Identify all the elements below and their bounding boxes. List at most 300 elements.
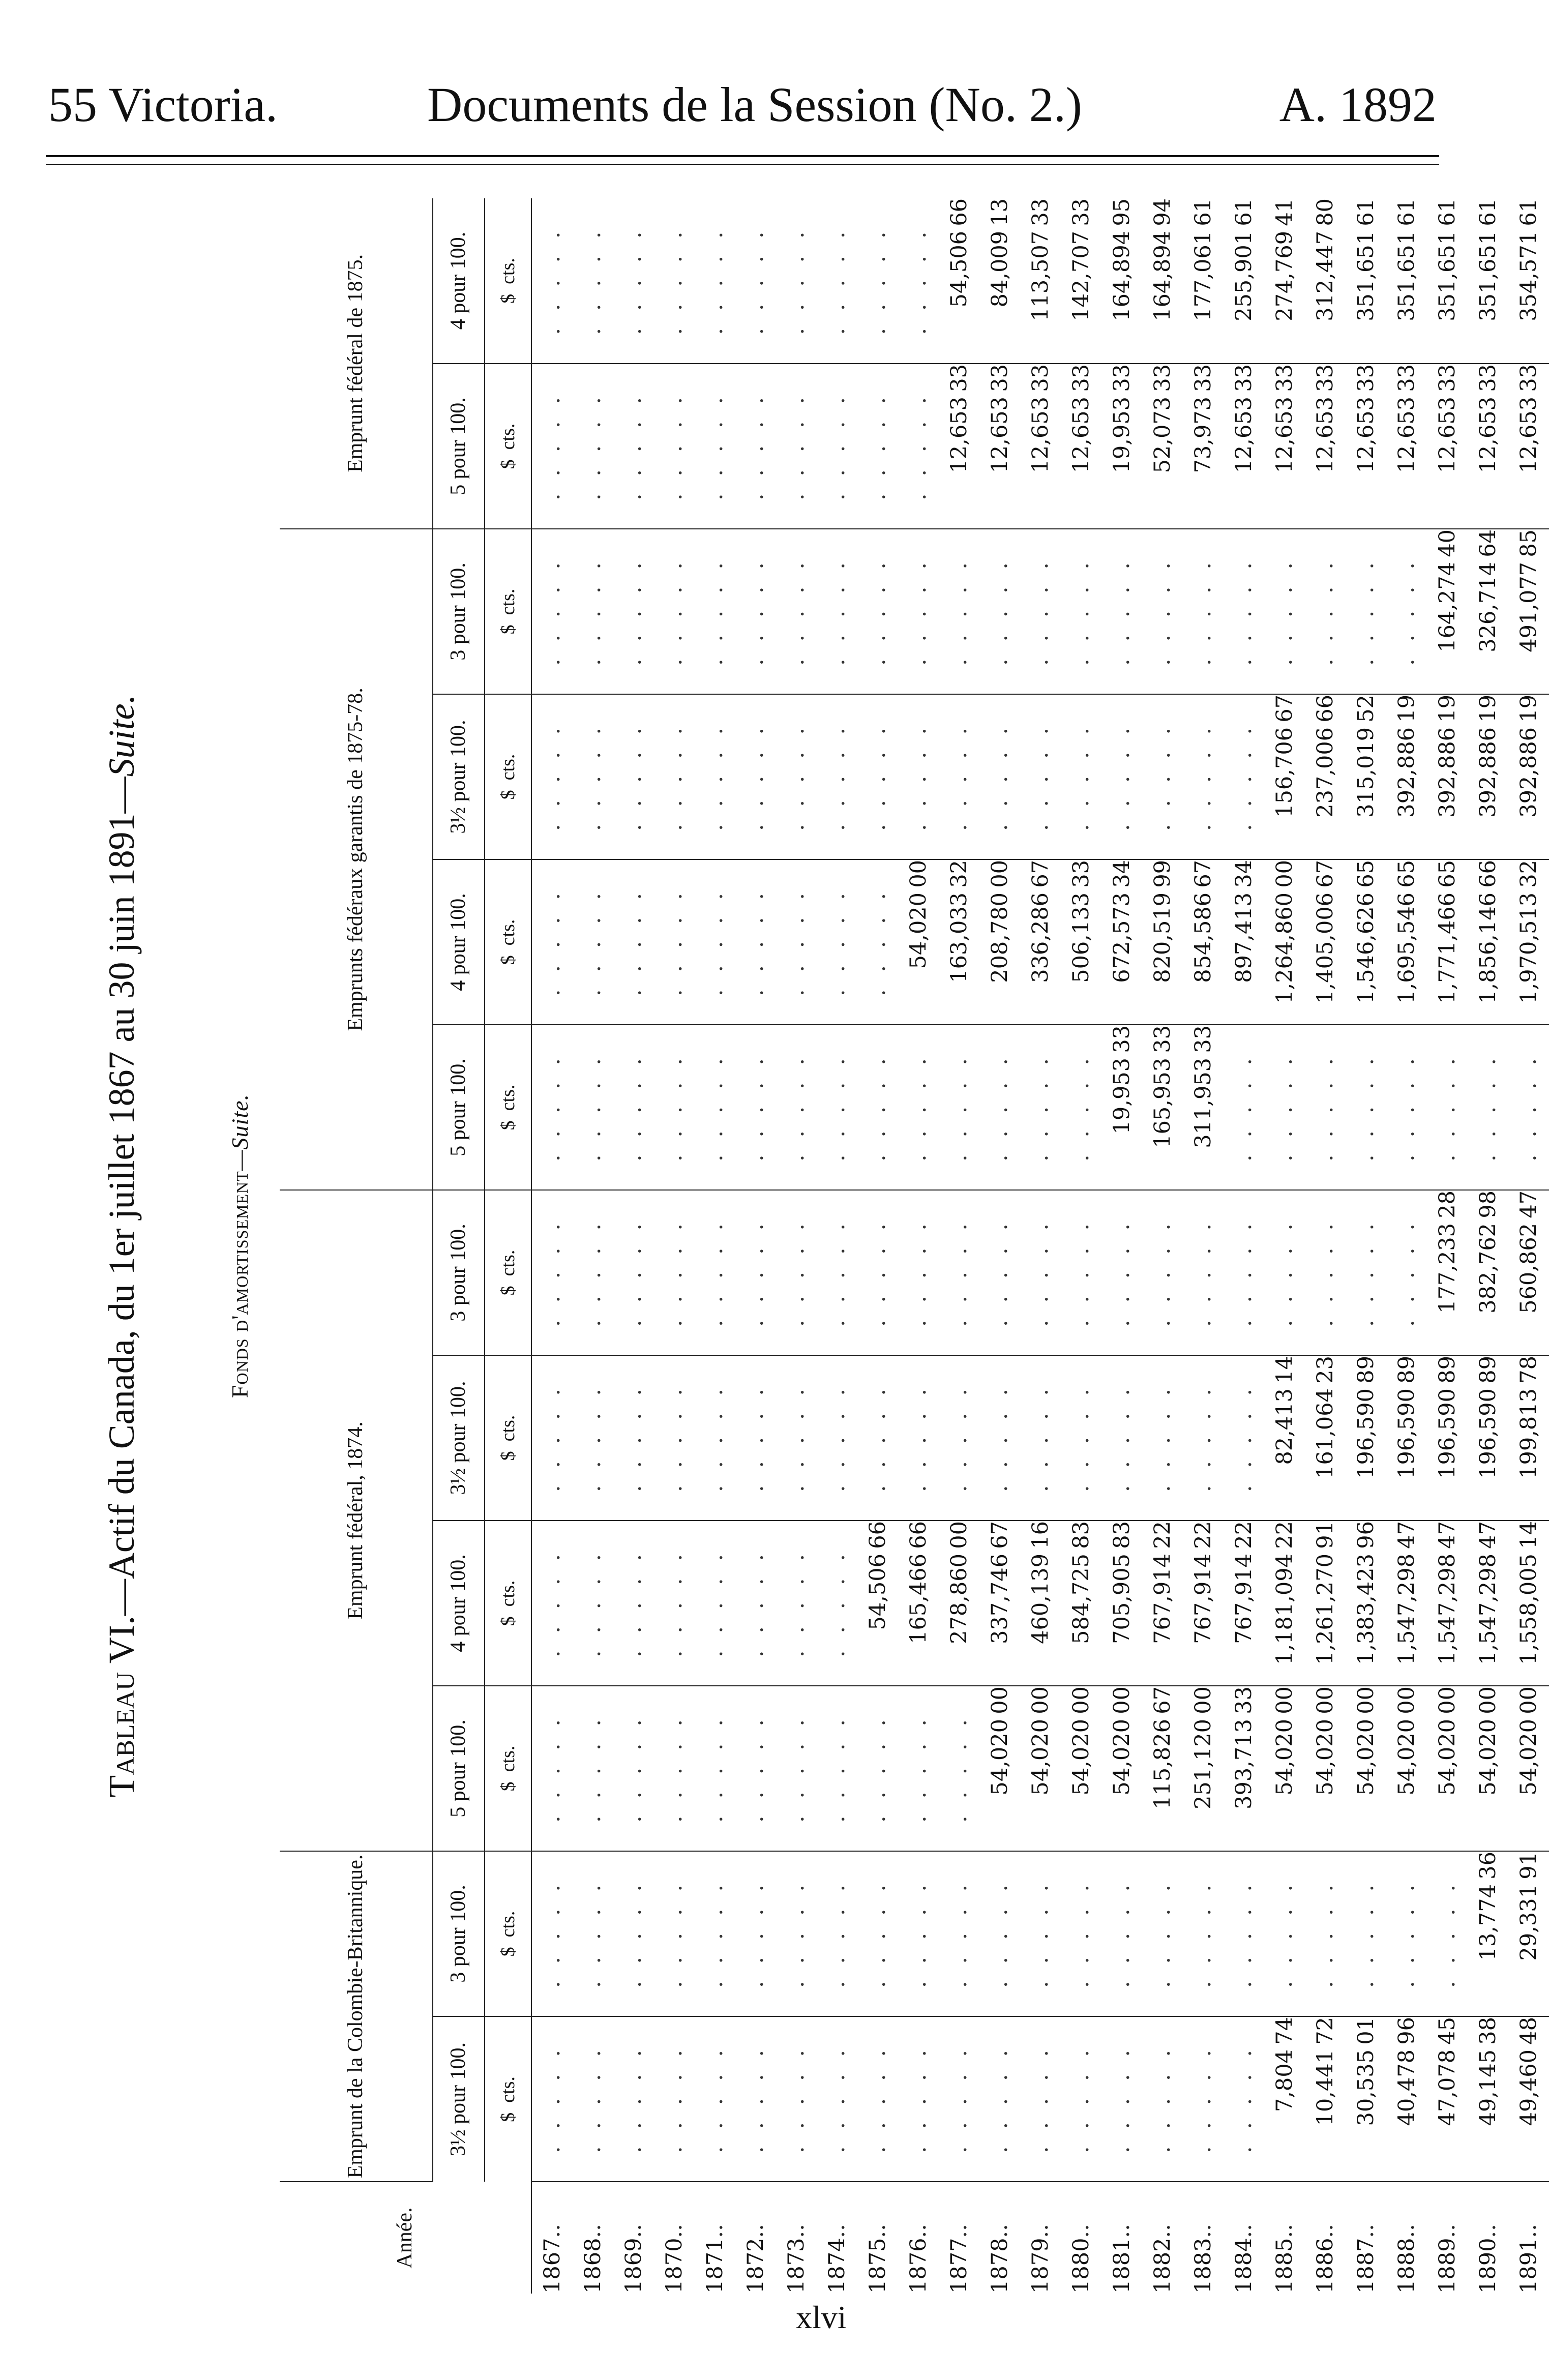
rate-header: 3 pour 100. bbox=[433, 1851, 485, 2016]
year-cell: 1868.. bbox=[580, 2224, 606, 2294]
amount-cell bbox=[1508, 364, 1549, 529]
empty-cell: . . . . . bbox=[776, 529, 817, 694]
amount-cell bbox=[1061, 364, 1101, 529]
unit-cents: cts. bbox=[497, 588, 519, 615]
amount-dollars: 251,120 bbox=[1190, 1719, 1216, 1809]
empty-cell: . . . . . bbox=[613, 1686, 654, 1851]
amount-dollars: 12,653 bbox=[946, 396, 972, 473]
unit-header bbox=[485, 529, 531, 694]
empty-cell: . . . . . bbox=[1061, 1190, 1101, 1355]
year-value: 1869 bbox=[621, 2238, 646, 2294]
amount-cents: 83 bbox=[1109, 1521, 1135, 1549]
amount-dollars: 29,331 bbox=[1516, 1884, 1541, 1961]
empty-cell: . . . . . bbox=[573, 198, 613, 364]
empty-cell: . . . . . bbox=[776, 2016, 817, 2182]
amount-cell bbox=[1427, 859, 1468, 1025]
amount-cents: 67 bbox=[1150, 1686, 1175, 1714]
amount-cents: 33 bbox=[946, 364, 972, 392]
amount-dollars: 196,590 bbox=[1435, 1388, 1460, 1479]
amount-dollars: 1,856,146 bbox=[1475, 892, 1501, 1004]
empty-cell: . . . . . bbox=[531, 2016, 573, 2182]
empty-cell: . . . . . bbox=[817, 1190, 857, 1355]
amount-cents: 61 bbox=[1353, 198, 1379, 226]
empty-cell: . . . . . bbox=[898, 694, 939, 859]
empty-cell: . . . . . bbox=[979, 1355, 1020, 1521]
empty-cell: . . . . . bbox=[1061, 1355, 1101, 1521]
empty-cell: . . . . . bbox=[573, 859, 613, 1025]
amount-cents: 85 bbox=[1516, 529, 1541, 557]
amount-dollars: 1,405,006 bbox=[1313, 892, 1338, 1004]
amount-cell bbox=[1468, 694, 1508, 859]
amount-cell bbox=[1020, 198, 1061, 364]
amount-cents: 33 bbox=[1231, 364, 1257, 392]
amount-dollars: 382,762 bbox=[1475, 1223, 1501, 1314]
empty-cell: . . . . . bbox=[1305, 1851, 1346, 2016]
empty-cell: . . . . . bbox=[857, 529, 898, 694]
unit-cents: cts. bbox=[497, 1911, 519, 1938]
empty-cell: . . . . . bbox=[531, 1025, 573, 1190]
amount-cents: 00 bbox=[1435, 1686, 1460, 1714]
table-row bbox=[735, 198, 776, 2294]
empty-cell: . . . . . bbox=[898, 1190, 939, 1355]
table-body bbox=[531, 198, 1549, 2294]
amount-dollars: 12,653 bbox=[987, 396, 1012, 473]
amount-cents: 00 bbox=[1068, 1686, 1094, 1714]
amount-cell bbox=[1386, 198, 1427, 364]
empty-cell: . . . . . bbox=[735, 1190, 776, 1355]
amount-cents: 80 bbox=[1313, 198, 1338, 226]
page-number: xlvi bbox=[796, 2299, 847, 2335]
table-subtitle-text: Fonds d'amortissement bbox=[227, 1171, 253, 1399]
amount-cents: 89 bbox=[1394, 1356, 1419, 1384]
empty-cell: . . . . . bbox=[857, 198, 898, 364]
amount-cents: 36 bbox=[1475, 1852, 1501, 1880]
amount-cents: 72 bbox=[1313, 2017, 1338, 2045]
rate-header: 3 pour 100. bbox=[433, 1190, 485, 1355]
amount-dollars: 196,590 bbox=[1353, 1388, 1379, 1479]
amount-cell bbox=[939, 1521, 979, 1686]
empty-cell: . . . . . bbox=[939, 1355, 979, 1521]
table-row bbox=[1142, 198, 1183, 2294]
empty-cell: . . . . . bbox=[695, 1355, 735, 1521]
amount-cents: 96 bbox=[1394, 2017, 1419, 2045]
empty-cell: . . . . . bbox=[776, 1190, 817, 1355]
empty-cell: . . . . . bbox=[898, 1025, 939, 1190]
year-value: 1868 bbox=[580, 2238, 606, 2294]
empty-cell: . . . . . bbox=[1386, 1851, 1427, 2016]
unit-header bbox=[485, 364, 531, 529]
amount-cell bbox=[1264, 198, 1305, 364]
empty-cell: . . . . . bbox=[613, 2016, 654, 2182]
empty-cell: . . . . . bbox=[857, 1190, 898, 1355]
year-value: 1889 bbox=[1435, 2238, 1460, 2294]
rate-header: 4 pour 100. bbox=[433, 198, 485, 364]
amount-cell bbox=[1468, 859, 1508, 1025]
amount-cents: 22 bbox=[1190, 1521, 1216, 1549]
table-title-prefix: Tableau bbox=[101, 1672, 142, 1798]
table-row bbox=[695, 198, 735, 2294]
amount-cents: 66 bbox=[865, 1521, 890, 1549]
amount-cell bbox=[1386, 364, 1427, 529]
empty-cell: . . . . . bbox=[857, 2016, 898, 2182]
amount-cents: 89 bbox=[1435, 1356, 1460, 1384]
amount-cell bbox=[1020, 1521, 1061, 1686]
year-value: 1874 bbox=[824, 2238, 850, 2294]
amount-dollars: 142,707 bbox=[1068, 230, 1094, 321]
amount-cents: 19 bbox=[1435, 694, 1460, 723]
amount-cents: 47 bbox=[1435, 1521, 1460, 1549]
amount-cents: 16 bbox=[1028, 1521, 1053, 1549]
amount-dollars: 164,894 bbox=[1150, 230, 1175, 321]
amount-cents: 33 bbox=[1190, 364, 1216, 392]
empty-cell: . . . . . bbox=[613, 1025, 654, 1190]
amount-dollars: 54,020 bbox=[1475, 1719, 1501, 1796]
rate-header: 4 pour 100. bbox=[433, 1521, 485, 1686]
year-value: 1872 bbox=[743, 2238, 768, 2294]
amount-cents: 66 bbox=[946, 198, 972, 226]
group-header-garantis-1875-78: Emprunts fédéraux garantis de 1875-78. bbox=[280, 529, 433, 1190]
amount-cents: 00 bbox=[1272, 1686, 1297, 1714]
amount-dollars: 54,020 bbox=[1435, 1719, 1460, 1796]
amount-cell bbox=[1427, 1521, 1468, 1686]
empty-cell: . . . . . bbox=[817, 1686, 857, 1851]
empty-cell: . . . . . bbox=[1061, 1851, 1101, 2016]
amount-dollars: 315,019 bbox=[1353, 727, 1379, 818]
amount-cell bbox=[1305, 1355, 1346, 1521]
amount-cell bbox=[1386, 2016, 1427, 2182]
amount-dollars: 165,466 bbox=[906, 1554, 931, 1644]
empty-cell: . . . . . bbox=[776, 1851, 817, 2016]
amount-cell bbox=[1508, 1521, 1549, 1686]
empty-cell: . . . . . bbox=[695, 859, 735, 1025]
amount-cents: 19 bbox=[1516, 694, 1541, 723]
empty-cell: . . . . . bbox=[1305, 1190, 1346, 1355]
amount-cents: 00 bbox=[1272, 859, 1297, 888]
rate-header: 3 pour 100. bbox=[433, 529, 485, 694]
empty-cell: . . . . . bbox=[1427, 1025, 1468, 1190]
empty-cell: . . . . . bbox=[613, 364, 654, 529]
unit-header bbox=[485, 2016, 531, 2182]
empty-cell: . . . . . bbox=[776, 1355, 817, 1521]
amount-dollars: 897,413 bbox=[1231, 892, 1257, 983]
unit-header bbox=[485, 694, 531, 859]
amount-cell bbox=[1264, 2016, 1305, 2182]
amount-cents: 33 bbox=[1231, 1686, 1257, 1714]
empty-cell: . . . . . bbox=[654, 1025, 695, 1190]
unit-dollar: $ bbox=[497, 1616, 519, 1626]
amount-dollars: 1,264,860 bbox=[1272, 892, 1297, 1004]
amount-cell bbox=[1224, 1521, 1264, 1686]
amount-cell bbox=[1508, 1686, 1549, 1851]
empty-cell: . . . . . bbox=[735, 1025, 776, 1190]
year-value: 1881 bbox=[1109, 2238, 1135, 2294]
table-row bbox=[1427, 198, 1468, 2294]
unit-header bbox=[485, 1686, 531, 1851]
unit-dollar: $ bbox=[497, 1781, 519, 1792]
sinking-fund-table bbox=[280, 198, 1549, 2294]
amount-dollars: 854,586 bbox=[1190, 892, 1216, 983]
amount-cell bbox=[939, 364, 979, 529]
empty-cell: . . . . . bbox=[695, 1851, 735, 2016]
empty-cell: . . . . . bbox=[1101, 1190, 1142, 1355]
amount-dollars: 1,695,546 bbox=[1394, 892, 1419, 1004]
amount-cents: 95 bbox=[1109, 198, 1135, 226]
unit-dollar: $ bbox=[497, 624, 519, 635]
amount-dollars: 326,714 bbox=[1475, 561, 1501, 652]
amount-dollars: 54,020 bbox=[1028, 1719, 1053, 1796]
unit-dollar: $ bbox=[497, 1451, 519, 1461]
empty-cell: . . . . . bbox=[695, 198, 735, 364]
table-title-text: VI.—Actif du Canada, du 1er juillet 1867 au 30 juin 1891— bbox=[101, 777, 142, 1672]
amount-dollars: 13,774 bbox=[1475, 1884, 1501, 1961]
amount-dollars: 1,547,298 bbox=[1394, 1554, 1419, 1665]
empty-cell: . . . . . bbox=[939, 694, 979, 859]
amount-dollars: 351,651 bbox=[1475, 230, 1501, 321]
amount-cents: 00 bbox=[1109, 1686, 1135, 1714]
empty-cell: . . . . . bbox=[695, 1190, 735, 1355]
amount-cents: 32 bbox=[1516, 859, 1541, 888]
amount-cell bbox=[1508, 2016, 1549, 2182]
amount-dollars: 491,077 bbox=[1516, 561, 1541, 652]
amount-cell bbox=[1061, 198, 1101, 364]
year-value: 1876 bbox=[906, 2238, 931, 2294]
table-row bbox=[573, 198, 613, 2294]
empty-cell: . . . . . bbox=[1386, 1190, 1427, 1355]
amount-cents: 91 bbox=[1313, 1521, 1338, 1549]
year-value: 1886 bbox=[1313, 2238, 1338, 2294]
amount-dollars: 30,535 bbox=[1353, 2049, 1379, 2126]
empty-cell: . . . . . bbox=[857, 1025, 898, 1190]
amount-dollars: 12,653 bbox=[1394, 396, 1419, 473]
year-cell: 1876.. bbox=[906, 2224, 931, 2294]
amount-cents: 65 bbox=[1353, 859, 1379, 888]
amount-dollars: 12,653 bbox=[1313, 396, 1338, 473]
amount-dollars: 1,558,005 bbox=[1516, 1554, 1541, 1665]
amount-cents: 61 bbox=[1475, 198, 1501, 226]
amount-cell bbox=[1508, 198, 1549, 364]
year-value: 1888 bbox=[1394, 2238, 1419, 2294]
amount-cents: 61 bbox=[1231, 198, 1257, 226]
amount-cell bbox=[857, 1521, 898, 1686]
empty-cell: . . . . . bbox=[1142, 694, 1183, 859]
amount-dollars: 10,441 bbox=[1313, 2049, 1338, 2126]
amount-dollars: 392,886 bbox=[1475, 727, 1501, 818]
amount-cents: 40 bbox=[1435, 529, 1460, 557]
amount-dollars: 506,133 bbox=[1068, 892, 1094, 983]
empty-cell: . . . . . bbox=[1101, 1355, 1142, 1521]
amount-cell bbox=[1346, 198, 1386, 364]
empty-cell: . . . . . bbox=[817, 529, 857, 694]
empty-cell: . . . . . bbox=[817, 1521, 857, 1686]
empty-cell: . . . . . bbox=[1061, 2016, 1101, 2182]
empty-cell: . . . . . bbox=[654, 364, 695, 529]
amount-dollars: 1,547,298 bbox=[1475, 1554, 1501, 1665]
empty-cell: . . . . . bbox=[1142, 2016, 1183, 2182]
year-cell: 1885.. bbox=[1272, 2224, 1297, 2294]
unit-cents: cts. bbox=[497, 1415, 519, 1442]
empty-cell: . . . . . bbox=[1264, 1025, 1305, 1190]
amount-cell bbox=[1305, 2016, 1346, 2182]
empty-cell: . . . . . bbox=[979, 694, 1020, 859]
empty-cell: . . . . . bbox=[776, 364, 817, 529]
empty-cell: . . . . . bbox=[1020, 1025, 1061, 1190]
amount-dollars: 12,653 bbox=[1068, 396, 1094, 473]
unit-dollar: $ bbox=[497, 1120, 519, 1130]
amount-cell bbox=[1305, 198, 1346, 364]
empty-cell: . . . . . bbox=[531, 529, 573, 694]
unit-dollar: $ bbox=[497, 955, 519, 965]
amount-dollars: 84,009 bbox=[987, 230, 1012, 308]
amount-dollars: 54,020 bbox=[1516, 1719, 1541, 1796]
empty-cell: . . . . . bbox=[857, 859, 898, 1025]
year-value: 1875 bbox=[865, 2238, 890, 2294]
amount-cents: 33 bbox=[1394, 364, 1419, 392]
amount-cell bbox=[1468, 2016, 1508, 2182]
empty-cell: . . . . . bbox=[654, 1686, 695, 1851]
amount-cell bbox=[1508, 1851, 1549, 2016]
empty-cell: . . . . . bbox=[1264, 529, 1305, 694]
empty-cell: . . . . . bbox=[1224, 1190, 1264, 1355]
amount-cents: 33 bbox=[987, 364, 1012, 392]
amount-cell bbox=[1508, 1355, 1549, 1521]
amount-cell bbox=[979, 364, 1020, 529]
amount-cents: 22 bbox=[1272, 1521, 1297, 1549]
amount-dollars: 115,826 bbox=[1150, 1719, 1175, 1809]
empty-cell: . . . . . bbox=[939, 529, 979, 694]
amount-cell bbox=[1020, 364, 1061, 529]
amount-cell bbox=[1264, 364, 1305, 529]
amount-cents: 65 bbox=[1435, 859, 1460, 888]
amount-cell bbox=[979, 198, 1020, 364]
empty-cell: . . . . . bbox=[817, 364, 857, 529]
group-header-colombie: Emprunt de la Colombie-Britannique. bbox=[280, 1851, 433, 2182]
session-header-left: 55 Victoria. bbox=[48, 77, 278, 132]
table-row bbox=[1468, 198, 1508, 2294]
empty-cell: . . . . . bbox=[898, 1851, 939, 2016]
unit-header bbox=[485, 198, 531, 364]
amount-dollars: 7,804 bbox=[1272, 2049, 1297, 2113]
amount-cell bbox=[1346, 1355, 1386, 1521]
amount-cents: 33 bbox=[1353, 364, 1379, 392]
unit-header bbox=[485, 859, 531, 1025]
amount-dollars: 156,706 bbox=[1272, 727, 1297, 818]
amount-cell bbox=[1427, 2016, 1468, 2182]
amount-cents: 01 bbox=[1353, 2017, 1379, 2045]
amount-cell bbox=[1142, 859, 1183, 1025]
header-rule-thick bbox=[46, 155, 1439, 157]
amount-cents: 19 bbox=[1394, 694, 1419, 723]
empty-cell: . . . . . bbox=[1224, 529, 1264, 694]
empty-cell: . . . . . bbox=[1183, 1851, 1224, 2016]
empty-cell: . . . . . bbox=[776, 198, 817, 364]
year-cell: 1871.. bbox=[702, 2224, 728, 2294]
empty-cell: . . . . . bbox=[817, 2016, 857, 2182]
session-header-right: A. 1892 bbox=[1279, 77, 1437, 132]
amount-dollars: 255,901 bbox=[1231, 230, 1257, 321]
session-header-center: Documents de la Session (No. 2.) bbox=[427, 77, 1082, 132]
empty-cell: . . . . . bbox=[817, 198, 857, 364]
empty-cell: . . . . . bbox=[1224, 1025, 1264, 1190]
year-cell: 1889.. bbox=[1435, 2224, 1460, 2294]
group-header-emprunt-1875: Emprunt fédéral de 1875. bbox=[280, 198, 433, 529]
amount-dollars: 278,860 bbox=[946, 1554, 972, 1644]
year-cell: 1877.. bbox=[946, 2224, 972, 2294]
amount-cents: 33 bbox=[1028, 198, 1053, 226]
amount-cents: 67 bbox=[1272, 694, 1297, 723]
unit-header bbox=[485, 1355, 531, 1521]
empty-cell: . . . . . bbox=[1183, 694, 1224, 859]
year-cell: 1872.. bbox=[743, 2224, 768, 2294]
amount-cell bbox=[1468, 364, 1508, 529]
amount-cents: 19 bbox=[1475, 694, 1501, 723]
empty-cell: . . . . . bbox=[654, 198, 695, 364]
amount-cell bbox=[1183, 1686, 1224, 1851]
empty-cell: . . . . . bbox=[573, 1521, 613, 1686]
year-cell: 1875.. bbox=[865, 2224, 890, 2294]
amount-dollars: 12,653 bbox=[1435, 396, 1460, 473]
empty-cell: . . . . . bbox=[898, 364, 939, 529]
year-cell: 1880.. bbox=[1068, 2224, 1094, 2294]
table-title bbox=[101, 198, 143, 2294]
amount-dollars: 767,914 bbox=[1150, 1554, 1175, 1644]
amount-dollars: 208,780 bbox=[987, 892, 1012, 983]
amount-cents: 61 bbox=[1435, 198, 1460, 226]
amount-cents: 00 bbox=[1475, 1686, 1501, 1714]
empty-cell: . . . . . bbox=[776, 1025, 817, 1190]
year-value: 1870 bbox=[662, 2238, 687, 2294]
table-row bbox=[654, 198, 695, 2294]
year-column-header: Année. bbox=[280, 2182, 531, 2294]
table-row bbox=[531, 198, 573, 2294]
amount-cell bbox=[1468, 1190, 1508, 1355]
empty-cell: . . . . . bbox=[979, 1025, 1020, 1190]
unit-cents: cts. bbox=[497, 1250, 519, 1276]
amount-cell bbox=[1386, 1686, 1427, 1851]
amount-cents: 33 bbox=[1190, 1025, 1216, 1053]
empty-cell: . . . . . bbox=[654, 1521, 695, 1686]
empty-cell: . . . . . bbox=[573, 364, 613, 529]
empty-cell: . . . . . bbox=[898, 1355, 939, 1521]
amount-dollars: 705,905 bbox=[1109, 1554, 1135, 1644]
amount-dollars: 311,953 bbox=[1190, 1057, 1216, 1148]
table-title-suite: Suite. bbox=[101, 694, 142, 777]
amount-dollars: 54,506 bbox=[865, 1554, 890, 1630]
amount-cell bbox=[1468, 1686, 1508, 1851]
table-row bbox=[1061, 198, 1101, 2294]
unit-cents: cts. bbox=[497, 258, 519, 284]
empty-cell: . . . . . bbox=[1101, 529, 1142, 694]
amount-dollars: 40,478 bbox=[1394, 2049, 1419, 2126]
unit-header bbox=[485, 1190, 531, 1355]
amount-dollars: 1,546,626 bbox=[1353, 892, 1379, 1004]
empty-cell: . . . . . bbox=[939, 1851, 979, 2016]
year-cell: 1887.. bbox=[1353, 2224, 1379, 2294]
amount-cents: 00 bbox=[987, 1686, 1012, 1714]
amount-dollars: 54,020 bbox=[906, 892, 931, 969]
amount-cell bbox=[1020, 859, 1061, 1025]
amount-dollars: 54,020 bbox=[1313, 1719, 1338, 1796]
amount-cents: 00 bbox=[1353, 1686, 1379, 1714]
amount-cell bbox=[1305, 364, 1346, 529]
rate-header: 5 pour 100. bbox=[433, 364, 485, 529]
year-value: 1883 bbox=[1190, 2238, 1216, 2294]
amount-dollars: 164,274 bbox=[1435, 561, 1460, 652]
amount-cents: 22 bbox=[1231, 1521, 1257, 1549]
amount-cell bbox=[1468, 529, 1508, 694]
empty-cell: . . . . . bbox=[817, 694, 857, 859]
amount-cell bbox=[1020, 1686, 1061, 1851]
year-cell: 1879.. bbox=[1028, 2224, 1053, 2294]
